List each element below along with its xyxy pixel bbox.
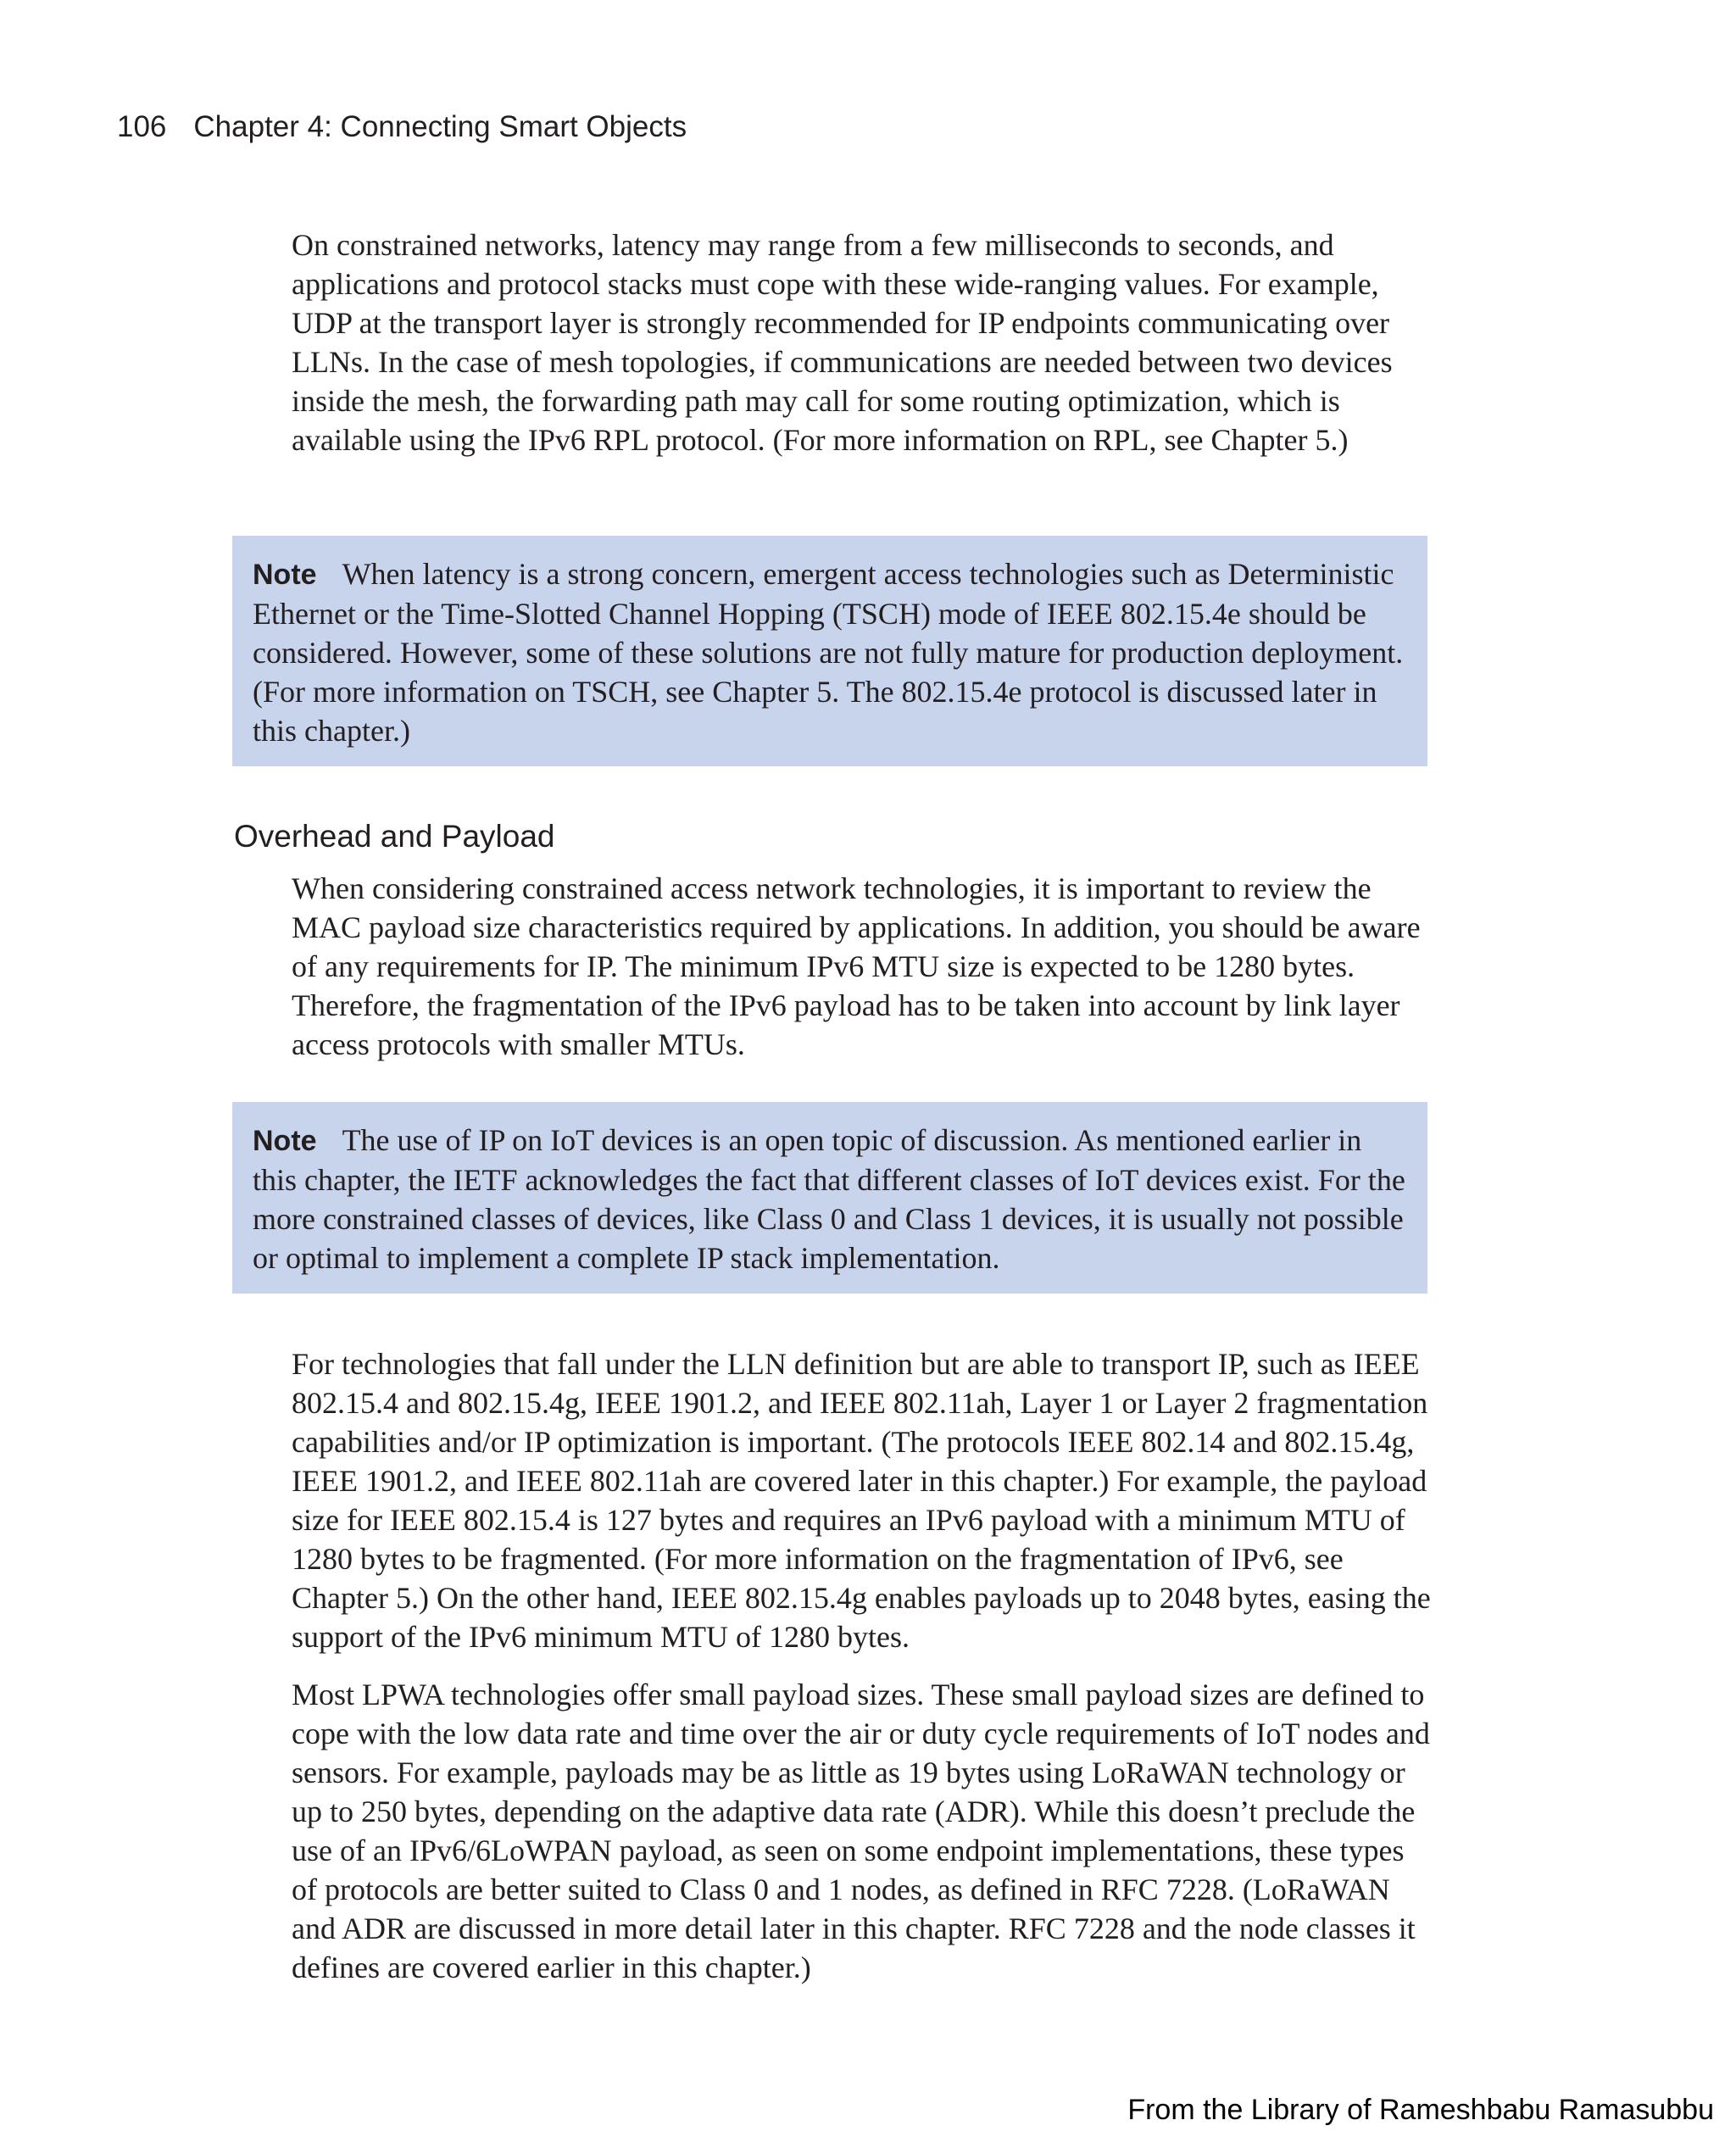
page-number: 106 [117,110,167,143]
latency-paragraph-block [292,225,1433,459]
paragraph-latency: On constrained networks, latency may range from a few milliseconds to seconds, and applications and protocol stacks must cope with these wide-ranging values. For example, UDP at the transport layer is strongly recommended for IP endpoints communicating over LLNs. In the case of mesh topologies, if communications are needed between two devices inside the mesh, the forwarding path may call for some routing optimization, which is available using the IPv6 RPL protocol. (For more information on RPL, see Chapter 5.) [292,228,1393,457]
lln-technologies-block [292,1344,1433,1656]
running-head [117,110,687,144]
paragraph-payload-intro: When considering constrained access network technologies, it is important to review the MAC payload size characteristics required by applications. In addition, you should be aware of any requirements for IP. The minimum IPv6 MTU size is expected to be 1280 bytes. Therefore, the fragmentation of the IPv6 payload has to be taken into account by link layer access protocols with smaller MTUs. [292,871,1421,1061]
paragraph-lpwa: Most LPWA technologies offer small payload sizes. These small payload sizes are defined to cope with the low data rate and time over the air or duty cycle requirements of IoT nodes and sensors. For example, payloads may be as little as 19 bytes using LoRaWAN technology or up to 250 bytes, depending on the adaptive data rate (ADR). While this doesn’t preclude the use of an IPv6/6LoWPAN payload, as seen on some endpoint implementations, these types of protocols are better suited to Class 0 and 1 nodes, as defined in RFC 7228. (LoRaWAN and ADR are discussed in more detail later in this chapter. RFC 7228 and the node classes it defines are covered earlier in this chapter.) [292,1678,1430,1984]
note-box-latency [232,536,1427,766]
note-box-ip [232,1102,1427,1294]
payload-intro-block [292,869,1433,1064]
lpwa-block [292,1675,1433,1987]
note-text-latency: When latency is a strong concern, emergent access technologies such as Deterministic Ethernet or the Time-Slotted Channel Hopping (TSCH) mode of IEEE 802.15.4e should be considered. However, some of these solutions are not fully mature for production deployment. (For more information on TSCH, see Chapter 5. The 802.15.4e protocol is discussed later in this chapter.) [253,557,1404,748]
library-footer: From the Library of Rameshbabu Ramasubbu [1127,2094,1714,2126]
note-label: Note [253,1125,317,1157]
chapter-title: Chapter 4: Connecting Smart Objects [193,110,687,143]
paragraph-lln-technologies: For technologies that fall under the LLN definition but are able to transport IP, such as IEEE 802.15.4 and 802.15.4g, IEEE 1901.2, and IEEE 802.11ah, Layer 1 or Layer 2 fragmentation capabilities and/or IP optimization is important. (The protocols IEEE 802.14 and 802.15.4g, IEEE 1901.2, and IEEE 802.11ah are covered later in this chapter.) For example, the payload size for IEEE 802.15.4 is 127 bytes and requires an IPv6 payload with a minimum MTU of 1280 bytes to be fragmented. (For more information on the fragmentation of IPv6, see Chapter 5.) On the other hand, IEEE 802.15.4g enables payloads up to 2048 bytes, easing the support of the IPv6 minimum MTU of 1280 bytes. [292,1347,1431,1654]
note-label: Note [253,559,317,591]
section-heading-overhead-payload: Overhead and Payload [234,819,555,854]
note-text-ip: The use of IP on IoT devices is an open topic of discussion. As mentioned earlier in this chapter, the IETF acknowledges the fact that different classes of IoT devices exist. For the more constrained classes of devices, like Class 0 and Class 1 devices, it is usually not possible or optimal to implement a complete IP stack implementation. [253,1123,1405,1275]
